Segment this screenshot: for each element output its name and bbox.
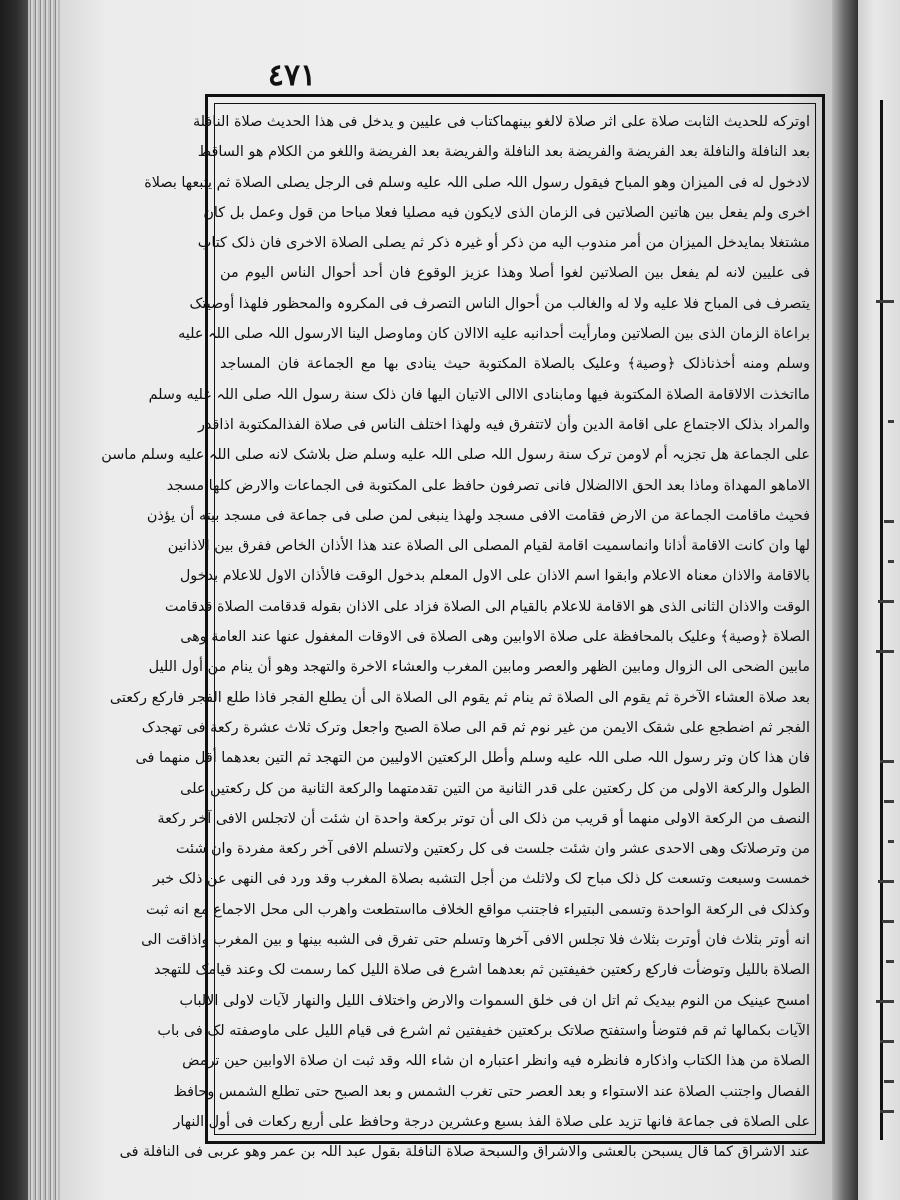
next-page-text-fragment [888,420,894,423]
next-page-text-fragment [884,1080,894,1083]
text-line: وکذلک فی الرکعة الواحدة وتسمی البتیراء فاجتنب مواقع الخلاف مااستطعت واھرب الی محل الاجماع مع انه ثبت [146,901,810,918]
text-line: بعد صلاة العشاء الآخرة ثم یقوم الی الصلاة ثم ینام ثم یقوم الی الصلاة الی أن یطلع الفجر فاذا طلع الفجر فارکع رکعتی [109,689,810,706]
text-line: الصلاة من ھذا الکتاب واذکارہ فانظرہ فیه وانظر اعتبارہ ان شاء اللہ وقد ثبت ان صلاة الاوابین حین ترمض [182,1053,810,1070]
text-line: مشتغلا بمایدخل المیزان من أمر مندوب الیه من ذکر أو غیرہ ذکر ثم یصلی الصلاة الاخری فان ذلک کتاب [197,235,810,252]
text-line: بعد النافلة والنافلة بعد الفریضة والفریضة بعد النافلة والفریضة بعد الفریضة واللغو من الکلام ھو الساقط [197,144,810,161]
text-line: فان ھذا کان وتر رسول اللہ صلی اللہ علیه وسلم وأطل الرکعتین الاولیین من التھجد ثم التین بعدھما أقل منھما فی [135,750,810,767]
text-line: وسلم ومنه أخذناذلک ﴿وصیة﴾ وعلیک بالصلاة المکتوبة حیث ینادی بھا مع الجماعة فان المساجد [220,356,810,373]
next-page-frame [880,100,887,1140]
page-gutter [832,0,860,1200]
text-line: الفصال واجتنب الصلاة عند الاستواء و بعد العصر حتی تغرب الشمس و بعد الصبح حتی تطلع الشمس وحافظ [173,1083,810,1100]
next-page-text-fragment [878,880,894,883]
text-line: یتصرف فی المباح فلا علیه ولا له والغالب من أحوال الناس التصرف فی المکروہ والمحظور فلھذا أوصیتک [189,295,810,312]
text-line: الصلاة باللیل وتوضأت فارکع رکعتین خفیفتین ثم بعدھما اشرع فی صلاة اللیل کما رسمت لک وعند قیامک للتھجد [153,962,810,979]
next-page-text-fragment [876,1000,894,1003]
next-page-text-fragment [888,840,894,843]
next-page-text-fragment [884,800,894,803]
text-line: اخری ولم یفعل بین ھاتین الصلاتین فی الزمان الذی لایکون فیه مصلیا فعلا مباحا من قول وعمل بل کان [203,204,810,221]
text-line: الآیات بکمالھا ثم قم فتوضأ واستفتح صلاتک برکعتین خفیفتین ثم اشرع فی قیام اللیل علی ماوصفته لک فی باب [157,1022,810,1039]
text-line: الطول والرکعة الاولی من کل رکعتین علی قدر الثانیة من التین تقدمتھما والرکعة الثانیة من کل رکعتین علی [180,780,810,797]
text-line: علی الجماعة ھل تجزیہ أم لاومن ترک سنة رسول اللہ صلی اللہ علیه وسلم ضل بلاشک لانه صلی اللہ علیه وسلم ماسن [101,447,810,464]
text-line: علی الصلاة فی جماعة فانھا تزید علی صلاة الفذ بسبع وعشرین درجة وحافظ علی أربع رکعات فی أول النھار [173,1113,810,1130]
page-number: ٤٧١ [267,58,317,93]
text-line: من وترصلاتک وھی الاحدی عشر وان شئت جلست فی کل رکعتین ولاتسلم الافی آخر رکعة مفردة وان شئت [175,841,810,858]
text-line: النصف من الرکعة الاولی منھما أو قریب من ذلک الی أن توتر برکعة واحدة ان شئت أن لاتجلس الافی آخر رکعة [157,810,810,827]
main-text [101,107,810,1161]
next-page-sliver [858,0,900,1200]
text-line: لادخول له فی المیزان وھو المباح فیقول رسول اللہ صلی اللہ علیه وسلم فی الرجل یصلی الصلاة ثم یتبعھا بصلاة [144,174,810,191]
text-line: انه أوتر بثلاث فان أوترت بثلاث فلا تجلس الافی آخرھا وتسلم حتی تفرق فی الشبه بینھا و بین المغرب واذاقت الی [141,932,810,949]
text-frame [101,94,825,1161]
text-line: براعاة الزمان الذی بین الصلاتین ومارأیت أحدانبه علیه الاالان کان وماوصل الینا الارسول اللہ صلی اللہ علیه [178,326,810,343]
next-page-text-fragment [886,960,894,963]
next-page-text-fragment [884,520,894,523]
next-page-text-fragment [880,1110,894,1113]
text-line: بالاقامة والاذان معناہ الاعلام وابقوا اسم الاذان علی الاول المعلم بدخول الوقت فالأذان الاول للاعلام بدخول [179,568,810,585]
text-line: مااتخذت الالاقامة الصلاة المکتوبة فیھا ومابنادی الاالی الاتیان الیھا فان ذلک سنة رسول اللہ صلی اللہ علیه وسلم [148,386,810,403]
next-page-text-fragment [880,1040,894,1043]
text-line: الوقت والاذان الثانی الذی ھو الاقامة للاعلام بالقیام الی الصلاة فزاد علی الاذان بقوله قدقامت الصلاة قدقامت [164,598,810,615]
next-page-text-fragment [888,560,894,563]
text-line: الفجر ثم اضطجع علی شقک الایمن من غیر نوم ثم قم الی صلاة الصبح واجعل وترک ثلاث عشرة رکعة فی تھجدک [141,719,810,736]
text-line: خمست وسبعت وتسعت کل ذلک مباح لک ولاثلث من أجل التشبه بصلاة المغرب وقد ورد فی النھی عن ذلک خبر [153,871,810,888]
text-line: عند الاشراق کما قال یسبحن بالعشی والاشراق والسبحة صلاة النافلة بقول عبد اللہ بن عمر وھو عربی فی النافلة فی [119,1144,810,1161]
text-line: الاماھو المھداة وماذا بعد الحق الاالضلال فانی تصرفون حافظ علی المکتوبة فی الجماعات والارض کلھا مسجد [166,477,810,494]
next-page-text-fragment [878,600,894,603]
next-page-text-fragment [876,300,894,303]
text-line: مابین الضحی الی الزوال ومابین الظھر والعصر ومابین المغرب والعشاء الاخرة والتھجد وھو أن ینام من أول اللیل [148,659,810,676]
text-line: والمراد بذلک الاجتماع علی اقامة الدین وأن لاتتفرق فیه ولھذا اختلف الناس فی صلاة الفذالمکتوبة اذاقدر [198,416,810,433]
text-line: فحیث ماقامت الجماعة من الارض فقامت الافی مسجد ولھذا ینبغی لمن صلی فی جماعة فی مسجد بیته أن یؤذن [146,507,810,524]
next-page-text-fragment [880,760,894,763]
text-line: امسح عینیک من النوم بیدیک ثم اتل ان فی خلق السموات والارض واختلاف اللیل والنھار لآیات لاولی الالباب [179,992,810,1009]
next-page-text-fragment [882,920,894,923]
text-line: فی علیین لانه لم یفعل بین الصلاتین لغوا أصلا وھذا عزیز الوقوع فان أحد أحوال الناس الیوم من [220,265,810,282]
next-page-text-fragment [876,650,894,653]
text-line: لھا وان کانت الاقامة أذانا وانماسمیت اقامة لقیام المصلی الی الصلاة عند ھذا الأذان الخاص ففرق بین الاذانین [167,538,810,555]
text-line: الصلاة ﴿وصیة﴾ وعلیک بالمحافظة علی صلاة الاوابین وھی الصلاة فی الاوقات المغفول عنھا عند العامة وھی [180,629,810,646]
text-line: اوترکه للحدیث الثابت صلاة علی اثر صلاة لالغو بینهماکتاب فی علیین و یدخل فی ھذا الحدیث صلاة النافلة [192,114,810,130]
